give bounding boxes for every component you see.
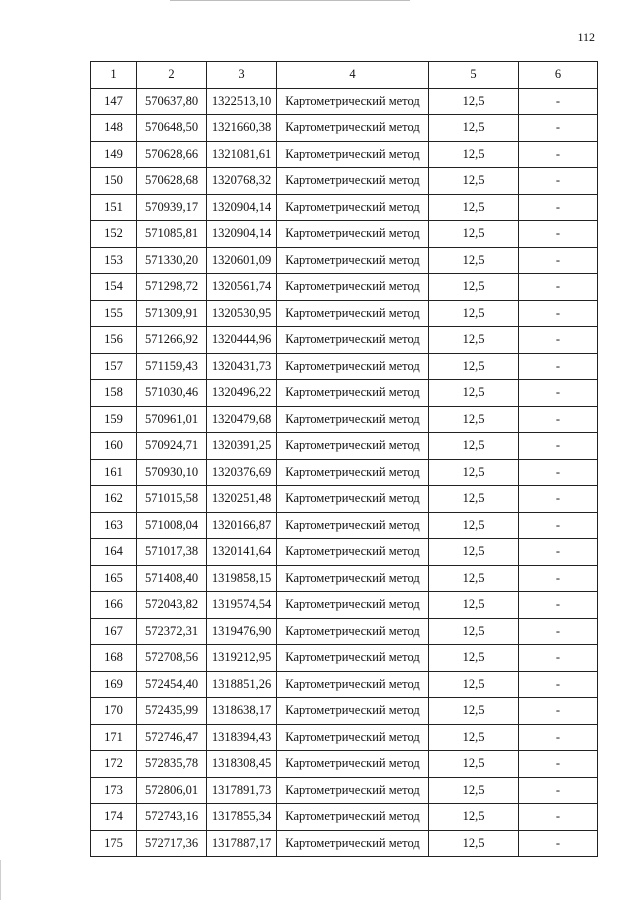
point-number-cell: 149 (91, 141, 137, 168)
y-coordinate-cell: 1320530,95 (207, 300, 277, 327)
y-coordinate-cell: 1320391,25 (207, 433, 277, 460)
x-coordinate-cell: 572454,40 (137, 671, 207, 698)
accuracy-cell: 12,5 (429, 221, 519, 248)
table-row (91, 168, 598, 195)
description-cell: - (519, 830, 598, 857)
x-coordinate-cell: 572708,56 (137, 645, 207, 672)
method-cell: Картометрический метод (277, 274, 429, 301)
accuracy-cell: 12,5 (429, 751, 519, 778)
point-number-cell: 147 (91, 88, 137, 115)
description-cell: - (519, 353, 598, 380)
accuracy-cell: 12,5 (429, 830, 519, 857)
table-row (91, 88, 598, 115)
point-number-cell: 166 (91, 592, 137, 619)
column-header-6: 6 (519, 62, 598, 89)
x-coordinate-cell: 572746,47 (137, 724, 207, 751)
table-row (91, 724, 598, 751)
description-cell: - (519, 804, 598, 831)
y-coordinate-cell: 1320376,69 (207, 459, 277, 486)
description-cell: - (519, 141, 598, 168)
y-coordinate-cell: 1321081,61 (207, 141, 277, 168)
description-cell: - (519, 274, 598, 301)
description-cell: - (519, 724, 598, 751)
column-header-4: 4 (277, 62, 429, 89)
point-number-cell: 156 (91, 327, 137, 354)
accuracy-cell: 12,5 (429, 380, 519, 407)
y-coordinate-cell: 1320496,22 (207, 380, 277, 407)
table-row (91, 486, 598, 513)
table-row (91, 247, 598, 274)
x-coordinate-cell: 572435,99 (137, 698, 207, 725)
accuracy-cell: 12,5 (429, 247, 519, 274)
method-cell: Картометрический метод (277, 88, 429, 115)
x-coordinate-cell: 572835,78 (137, 751, 207, 778)
point-number-cell: 153 (91, 247, 137, 274)
y-coordinate-cell: 1318308,45 (207, 751, 277, 778)
y-coordinate-cell: 1318638,17 (207, 698, 277, 725)
method-cell: Картометрический метод (277, 433, 429, 460)
method-cell: Картометрический метод (277, 645, 429, 672)
coordinates-table (90, 61, 598, 857)
table-row (91, 274, 598, 301)
y-coordinate-cell: 1320431,73 (207, 353, 277, 380)
point-number-cell: 175 (91, 830, 137, 857)
point-number-cell: 174 (91, 804, 137, 831)
y-coordinate-cell: 1321660,38 (207, 115, 277, 142)
method-cell: Картометрический метод (277, 141, 429, 168)
table-row (91, 115, 598, 142)
accuracy-cell: 12,5 (429, 274, 519, 301)
description-cell: - (519, 777, 598, 804)
method-cell: Картометрический метод (277, 751, 429, 778)
y-coordinate-cell: 1322513,10 (207, 88, 277, 115)
x-coordinate-cell: 571008,04 (137, 512, 207, 539)
x-coordinate-cell: 572717,36 (137, 830, 207, 857)
table-row (91, 141, 598, 168)
accuracy-cell: 12,5 (429, 459, 519, 486)
table-row (91, 804, 598, 831)
point-number-cell: 152 (91, 221, 137, 248)
description-cell: - (519, 433, 598, 460)
y-coordinate-cell: 1320444,96 (207, 327, 277, 354)
description-cell: - (519, 168, 598, 195)
table-row (91, 698, 598, 725)
scan-artifact-edge (0, 860, 1, 900)
point-number-cell: 172 (91, 751, 137, 778)
method-cell: Картометрический метод (277, 247, 429, 274)
method-cell: Картометрический метод (277, 300, 429, 327)
description-cell: - (519, 645, 598, 672)
method-cell: Картометрический метод (277, 406, 429, 433)
method-cell: Картометрический метод (277, 459, 429, 486)
table-row (91, 353, 598, 380)
method-cell: Картометрический метод (277, 115, 429, 142)
x-coordinate-cell: 572743,16 (137, 804, 207, 831)
method-cell: Картометрический метод (277, 168, 429, 195)
table-row (91, 777, 598, 804)
x-coordinate-cell: 572043,82 (137, 592, 207, 619)
point-number-cell: 148 (91, 115, 137, 142)
point-number-cell: 165 (91, 565, 137, 592)
table-row (91, 459, 598, 486)
accuracy-cell: 12,5 (429, 724, 519, 751)
accuracy-cell: 12,5 (429, 300, 519, 327)
point-number-cell: 167 (91, 618, 137, 645)
x-coordinate-cell: 572372,31 (137, 618, 207, 645)
accuracy-cell: 12,5 (429, 777, 519, 804)
x-coordinate-cell: 571017,38 (137, 539, 207, 566)
method-cell: Картометрический метод (277, 539, 429, 566)
x-coordinate-cell: 571159,43 (137, 353, 207, 380)
method-cell: Картометрический метод (277, 724, 429, 751)
accuracy-cell: 12,5 (429, 512, 519, 539)
x-coordinate-cell: 571408,40 (137, 565, 207, 592)
accuracy-cell: 12,5 (429, 618, 519, 645)
x-coordinate-cell: 571309,91 (137, 300, 207, 327)
y-coordinate-cell: 1317891,73 (207, 777, 277, 804)
x-coordinate-cell: 570637,80 (137, 88, 207, 115)
description-cell: - (519, 327, 598, 354)
method-cell: Картометрический метод (277, 830, 429, 857)
column-header-5: 5 (429, 62, 519, 89)
x-coordinate-cell: 570628,66 (137, 141, 207, 168)
accuracy-cell: 12,5 (429, 539, 519, 566)
x-coordinate-cell: 570939,17 (137, 194, 207, 221)
accuracy-cell: 12,5 (429, 804, 519, 831)
table-row (91, 565, 598, 592)
point-number-cell: 173 (91, 777, 137, 804)
table-row (91, 327, 598, 354)
accuracy-cell: 12,5 (429, 592, 519, 619)
point-number-cell: 163 (91, 512, 137, 539)
table-row (91, 830, 598, 857)
description-cell: - (519, 406, 598, 433)
table-row (91, 221, 598, 248)
y-coordinate-cell: 1317855,34 (207, 804, 277, 831)
accuracy-cell: 12,5 (429, 168, 519, 195)
y-coordinate-cell: 1320141,64 (207, 539, 277, 566)
method-cell: Картометрический метод (277, 380, 429, 407)
point-number-cell: 162 (91, 486, 137, 513)
accuracy-cell: 12,5 (429, 115, 519, 142)
method-cell: Картометрический метод (277, 565, 429, 592)
method-cell: Картометрический метод (277, 486, 429, 513)
y-coordinate-cell: 1320561,74 (207, 274, 277, 301)
table-row (91, 592, 598, 619)
accuracy-cell: 12,5 (429, 353, 519, 380)
point-number-cell: 169 (91, 671, 137, 698)
method-cell: Картометрический метод (277, 777, 429, 804)
method-cell: Картометрический метод (277, 698, 429, 725)
table-row (91, 751, 598, 778)
y-coordinate-cell: 1319476,90 (207, 618, 277, 645)
point-number-cell: 157 (91, 353, 137, 380)
description-cell: - (519, 88, 598, 115)
description-cell: - (519, 459, 598, 486)
method-cell: Картометрический метод (277, 327, 429, 354)
y-coordinate-cell: 1317887,17 (207, 830, 277, 857)
point-number-cell: 168 (91, 645, 137, 672)
description-cell: - (519, 380, 598, 407)
description-cell: - (519, 618, 598, 645)
x-coordinate-cell: 570961,01 (137, 406, 207, 433)
scan-artifact-line (170, 0, 410, 1)
y-coordinate-cell: 1319574,54 (207, 592, 277, 619)
point-number-cell: 161 (91, 459, 137, 486)
accuracy-cell: 12,5 (429, 671, 519, 698)
description-cell: - (519, 512, 598, 539)
table-row (91, 406, 598, 433)
table-row (91, 512, 598, 539)
table-row (91, 433, 598, 460)
y-coordinate-cell: 1320479,68 (207, 406, 277, 433)
column-header-2: 2 (137, 62, 207, 89)
point-number-cell: 151 (91, 194, 137, 221)
x-coordinate-cell: 571085,81 (137, 221, 207, 248)
x-coordinate-cell: 571330,20 (137, 247, 207, 274)
x-coordinate-cell: 571030,46 (137, 380, 207, 407)
accuracy-cell: 12,5 (429, 433, 519, 460)
table-row (91, 300, 598, 327)
table-row (91, 671, 598, 698)
accuracy-cell: 12,5 (429, 327, 519, 354)
method-cell: Картометрический метод (277, 618, 429, 645)
point-number-cell: 155 (91, 300, 137, 327)
y-coordinate-cell: 1319212,95 (207, 645, 277, 672)
point-number-cell: 158 (91, 380, 137, 407)
description-cell: - (519, 194, 598, 221)
method-cell: Картометрический метод (277, 592, 429, 619)
table-row (91, 618, 598, 645)
description-cell: - (519, 115, 598, 142)
y-coordinate-cell: 1318851,26 (207, 671, 277, 698)
table-header-row (91, 62, 598, 89)
accuracy-cell: 12,5 (429, 645, 519, 672)
description-cell: - (519, 751, 598, 778)
y-coordinate-cell: 1320904,14 (207, 221, 277, 248)
accuracy-cell: 12,5 (429, 141, 519, 168)
method-cell: Картометрический метод (277, 194, 429, 221)
description-cell: - (519, 300, 598, 327)
accuracy-cell: 12,5 (429, 88, 519, 115)
point-number-cell: 164 (91, 539, 137, 566)
accuracy-cell: 12,5 (429, 194, 519, 221)
method-cell: Картометрический метод (277, 353, 429, 380)
x-coordinate-cell: 571266,92 (137, 327, 207, 354)
x-coordinate-cell: 570648,50 (137, 115, 207, 142)
y-coordinate-cell: 1318394,43 (207, 724, 277, 751)
x-coordinate-cell: 572806,01 (137, 777, 207, 804)
x-coordinate-cell: 570930,10 (137, 459, 207, 486)
description-cell: - (519, 592, 598, 619)
point-number-cell: 154 (91, 274, 137, 301)
description-cell: - (519, 565, 598, 592)
x-coordinate-cell: 570924,71 (137, 433, 207, 460)
accuracy-cell: 12,5 (429, 698, 519, 725)
point-number-cell: 159 (91, 406, 137, 433)
point-number-cell: 170 (91, 698, 137, 725)
column-header-1: 1 (91, 62, 137, 89)
method-cell: Картометрический метод (277, 221, 429, 248)
table-row (91, 539, 598, 566)
method-cell: Картометрический метод (277, 804, 429, 831)
table-row (91, 645, 598, 672)
description-cell: - (519, 539, 598, 566)
point-number-cell: 150 (91, 168, 137, 195)
x-coordinate-cell: 571298,72 (137, 274, 207, 301)
description-cell: - (519, 698, 598, 725)
table-body (91, 88, 598, 857)
description-cell: - (519, 671, 598, 698)
description-cell: - (519, 221, 598, 248)
y-coordinate-cell: 1320768,32 (207, 168, 277, 195)
point-number-cell: 171 (91, 724, 137, 751)
description-cell: - (519, 486, 598, 513)
description-cell: - (519, 247, 598, 274)
method-cell: Картометрический метод (277, 512, 429, 539)
method-cell: Картометрический метод (277, 671, 429, 698)
x-coordinate-cell: 571015,58 (137, 486, 207, 513)
table-row (91, 380, 598, 407)
table-row (91, 194, 598, 221)
column-header-3: 3 (207, 62, 277, 89)
accuracy-cell: 12,5 (429, 406, 519, 433)
accuracy-cell: 12,5 (429, 486, 519, 513)
y-coordinate-cell: 1320251,48 (207, 486, 277, 513)
y-coordinate-cell: 1319858,15 (207, 565, 277, 592)
y-coordinate-cell: 1320601,09 (207, 247, 277, 274)
x-coordinate-cell: 570628,68 (137, 168, 207, 195)
page-number: 112 (577, 30, 595, 44)
y-coordinate-cell: 1320904,14 (207, 194, 277, 221)
y-coordinate-cell: 1320166,87 (207, 512, 277, 539)
accuracy-cell: 12,5 (429, 565, 519, 592)
point-number-cell: 160 (91, 433, 137, 460)
